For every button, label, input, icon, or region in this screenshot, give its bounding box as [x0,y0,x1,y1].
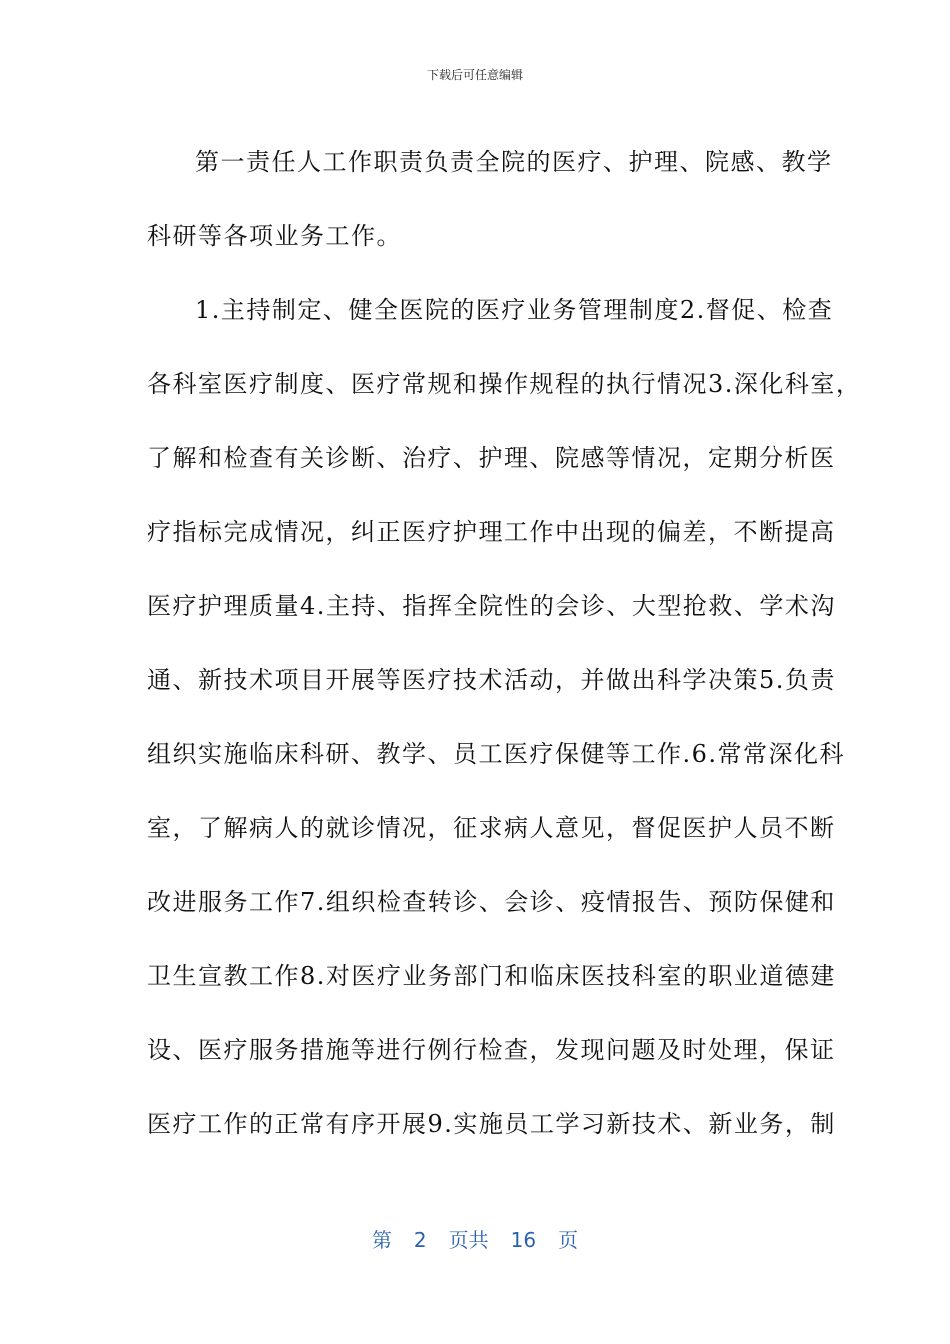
paragraph-line: 卫生宣教工作8.对医疗业务部门和临床医技科室的职业道德建 [147,962,836,990]
page-label-middle: 页共 [448,1228,489,1252]
header-note: 下载后可任意编辑 [426,68,523,82]
paragraph-line: 设、医疗服务措施等进行例行检查，发现问题及时处理，保证 [147,1036,836,1064]
paragraph-line: 室，了解病人的就诊情况，征求病人意见，督促医护人员不断 [147,814,836,842]
page-label-prefix: 第 [371,1228,392,1252]
paragraph-line: 通、新技术项目开展等医疗技术活动，并做出科学决策5.负责 [147,666,836,694]
paragraph-line: 组织实施临床科研、教学、员工医疗保健等工作.6.常常深化科 [147,740,846,768]
paragraph-line: 医疗护理质量4.主持、指挥全院性的会诊、大型抢救、学术沟 [147,592,836,620]
paragraph-line: 疗指标完成情况，纠正医疗护理工作中出现的偏差，不断提高 [147,518,836,546]
paragraph-line: 第一责任人工作职责负责全院的医疗、护理、院感、教学 [195,148,833,176]
paragraph-line: 各科室医疗制度、医疗常规和操作规程的执行情况3.深化科室， [147,370,862,398]
document-body [147,125,862,1161]
page-number: 2 [413,1228,427,1252]
paragraph-line: 改进服务工作7.组织检查转诊、会诊、疫情报告、预防保健和 [147,888,836,916]
paragraph-line: 1.主持制定、健全医院的医疗业务管理制度2.督促、检查 [195,296,834,324]
paragraph-line: 医疗工作的正常有序开展9.实施员工学习新技术、新业务，制 [147,1110,836,1138]
page-footer [0,1224,950,1253]
page-total: 16 [510,1228,537,1252]
paragraph-line: 了解和检查有关诊断、治疗、护理、院感等情况，定期分析医 [147,444,836,472]
page-label-suffix: 页 [558,1228,579,1252]
paragraph-line: 科研等各项业务工作。 [147,222,402,250]
